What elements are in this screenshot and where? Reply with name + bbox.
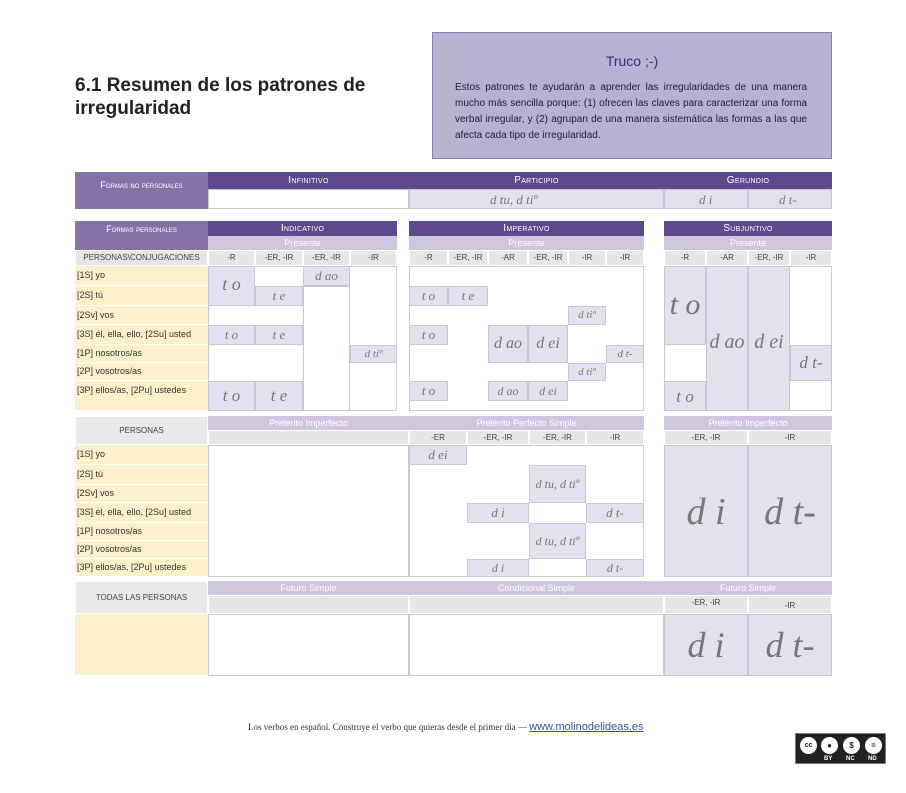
imperativo-header: Imperativo [409, 221, 644, 236]
imp-col-3: -AR [488, 250, 528, 266]
cc-license-badge[interactable] [795, 733, 886, 764]
row-label-2sv: [2Sv] vos [75, 306, 208, 325]
perf-col-4: -IR [586, 430, 644, 445]
cc-by-label: BY [824, 756, 833, 762]
imp-3s-dao: d ao [488, 325, 528, 363]
past-imperfecto-grid [208, 445, 409, 577]
ind-col-1: -R [208, 250, 255, 266]
ind-col-3: -ER, -IR [303, 250, 350, 266]
perf-1s-dei: d ei [409, 445, 467, 465]
cc-nd-label: ND [868, 756, 877, 762]
imp-2p-dti: d tiº [568, 363, 606, 381]
ind-3p-te: t e [255, 381, 303, 411]
imp-col-6: -IR [606, 250, 644, 266]
perf-3p-dt: d t- [586, 559, 644, 577]
imp-col-2: -ER, -IR [448, 250, 488, 266]
indicativo-header: Indicativo [208, 221, 397, 236]
past-row-3s: [3S] él, ella, ello, [2Su] usted [75, 503, 208, 523]
footer-link[interactable]: www.molinodelideas.es [529, 721, 644, 733]
sub-dao-big: d ao [706, 266, 748, 411]
footer [248, 721, 644, 733]
past-row-3p: [3P] ellos/as, [2Pu] ustedes [75, 559, 208, 577]
imp-col-4: -ER, -IR [528, 250, 568, 266]
perf-3s-dt: d t- [586, 503, 644, 523]
cc-nc-label: NC [846, 756, 855, 762]
sub-fut-dt-big: d t- [748, 614, 832, 676]
past-perfecto-header: Pretérito Perfecto Simple [409, 416, 644, 430]
tip-box [432, 32, 832, 159]
imp-3s-to: t o [409, 325, 448, 345]
imp-col-1: -R [409, 250, 448, 266]
imp-presente: Presente [409, 236, 644, 250]
past-row-2s: [2S] tú [75, 465, 208, 485]
ind-col-4: -IR [350, 250, 397, 266]
imp-3p-dao: d ao [488, 381, 528, 401]
sub-fut-di-big: d i [664, 614, 748, 676]
sub-col-3: -ER, -IR [748, 250, 790, 266]
past-personas-label: PERSONAS [75, 416, 208, 445]
sub-fut-col-1: -ER, -IR [664, 595, 748, 614]
sub-3p-to: t o [664, 381, 706, 411]
imp-3p-dei: d ei [528, 381, 568, 401]
cc-icon: cc [800, 737, 817, 754]
future-row-label [75, 614, 208, 676]
sub-col-2: -AR [706, 250, 748, 266]
sub-dt: d t- [790, 345, 832, 381]
gerundio-cell-2 [748, 189, 832, 209]
ind-col3-block [303, 286, 350, 411]
ind-3s-te: t e [255, 325, 303, 345]
ind-1p-dti: d tiº [350, 345, 397, 363]
page-title: 6.1 Resumen de los patrones de irregularidad [75, 75, 366, 119]
sub-col-1: -R [664, 250, 706, 266]
ind-3s-to: t o [208, 325, 255, 345]
futuro-sub [208, 595, 409, 614]
sub-futuro-header: Futuro Simple [664, 581, 832, 595]
sub-presente: Presente [664, 236, 832, 250]
infinitivo-cell [208, 189, 409, 209]
row-label-2s: [2S] tú [75, 286, 208, 306]
sub-col-4: -IR [790, 250, 832, 266]
gerundio-code-2: d t- [779, 192, 797, 207]
personas-conj-header: PERSONAS\CONJUGACIONES [75, 250, 208, 266]
past-row-2p: [2P] vosotros/as [75, 541, 208, 559]
sub-past-col-1: -ER, -IR [664, 430, 748, 445]
row-label-3s: [3S] él, ella, ello, [2Su] usted [75, 325, 208, 345]
perf-3s-di: d i [467, 503, 529, 523]
participio-cell [409, 189, 664, 209]
nonpersonal-label: Formas no personales [75, 172, 208, 209]
sub-imperfecto-header: Pretérito Imperfecto [664, 416, 832, 430]
ind-2s-te: t e [255, 286, 303, 306]
perf-col-2: -ER, -IR [467, 430, 529, 445]
perf-2s-dtu: d tu, d tiº [529, 465, 586, 503]
futuro-header: Futuro Simple [208, 581, 409, 595]
condicional-header: Condicional Simple [409, 581, 664, 595]
sub-fut-col-2: -IR [748, 595, 832, 614]
personal-label: Formas personales [75, 221, 208, 251]
imp-2sv-dti: d tiº [568, 306, 606, 325]
past-row-2sv: [2Sv] vos [75, 485, 208, 503]
ind-1s-to: t o [208, 266, 255, 306]
condicional-grid [409, 614, 664, 676]
past-imperfecto-header: Pretérito Imperfecto [208, 416, 409, 430]
participio-code: d tu, d tiº [490, 192, 538, 207]
perf-col-1: -ER [409, 430, 467, 445]
subjuntivo-header: Subjuntivo [664, 221, 832, 236]
ind-col-2: -ER, -IR [255, 250, 303, 266]
sub-past-di-big: d i [664, 445, 748, 577]
imp-2s-to: t o [409, 286, 448, 306]
ind-3p-to: t o [208, 381, 255, 411]
past-row-1p: [1P] nosotros/as [75, 523, 208, 541]
futuro-grid [208, 614, 409, 676]
todas-personas-label: TODAS LAS PERSONAS [75, 581, 208, 614]
imp-col-5: -IR [568, 250, 606, 266]
row-label-2p: [2P] vosotros/as [75, 363, 208, 381]
perf-1p-dtu: d tu, d tiº [529, 523, 586, 559]
row-label-1s: [1S] yo [75, 266, 208, 286]
imp-3s-dei: d ei [528, 325, 568, 363]
sub-dei-big: d ei [748, 266, 790, 411]
gerundio-cell-1 [664, 189, 748, 209]
past-row-1s: [1S] yo [75, 445, 208, 465]
sub-to-big: t o [664, 266, 706, 345]
ind-1s-dao: d ao [303, 266, 350, 286]
footer-text: Los verbos en español. Construye el verbo que quieras desde el primer día — [248, 722, 527, 732]
imp-1p-dt: d t- [606, 345, 644, 363]
person-icon: ● [821, 737, 838, 754]
condicional-sub [409, 595, 664, 614]
sub-past-dt-big: d t- [748, 445, 832, 577]
imp-2s-te: t e [448, 286, 488, 306]
sub-past-col-2: -IR [748, 430, 832, 445]
ind-presente: Presente [208, 236, 397, 250]
noncommercial-icon: $ [843, 737, 860, 754]
infinitivo-header: Infinitivo [208, 172, 409, 189]
perf-col-3: -ER, -IR [529, 430, 586, 445]
gerundio-header: Gerundio [664, 172, 832, 189]
perf-3p-di: d i [467, 559, 529, 577]
noderivs-icon: = [865, 737, 882, 754]
imp-3p-to: t o [409, 381, 448, 401]
past-imperfecto-sub [208, 430, 409, 445]
row-label-1p: [1P] nosotros/as [75, 345, 208, 363]
participio-header: Participio [409, 172, 664, 189]
gerundio-code-1: d i [699, 192, 713, 207]
tip-title: Truco ;-) [605, 53, 659, 69]
tip-body: Estos patrones te ayudarán a aprender las irregularidades de una manera mucho más sencilla porque: (1) ofrecen las claves para caracterizar una forma verbal irregular, y (2) agrupan de una manera sistemática las formas a las que afecta cada tipo de irregularidad. [455, 82, 807, 141]
row-label-3p: [3P] ellos/as, [2Pu] ustedes [75, 381, 208, 411]
